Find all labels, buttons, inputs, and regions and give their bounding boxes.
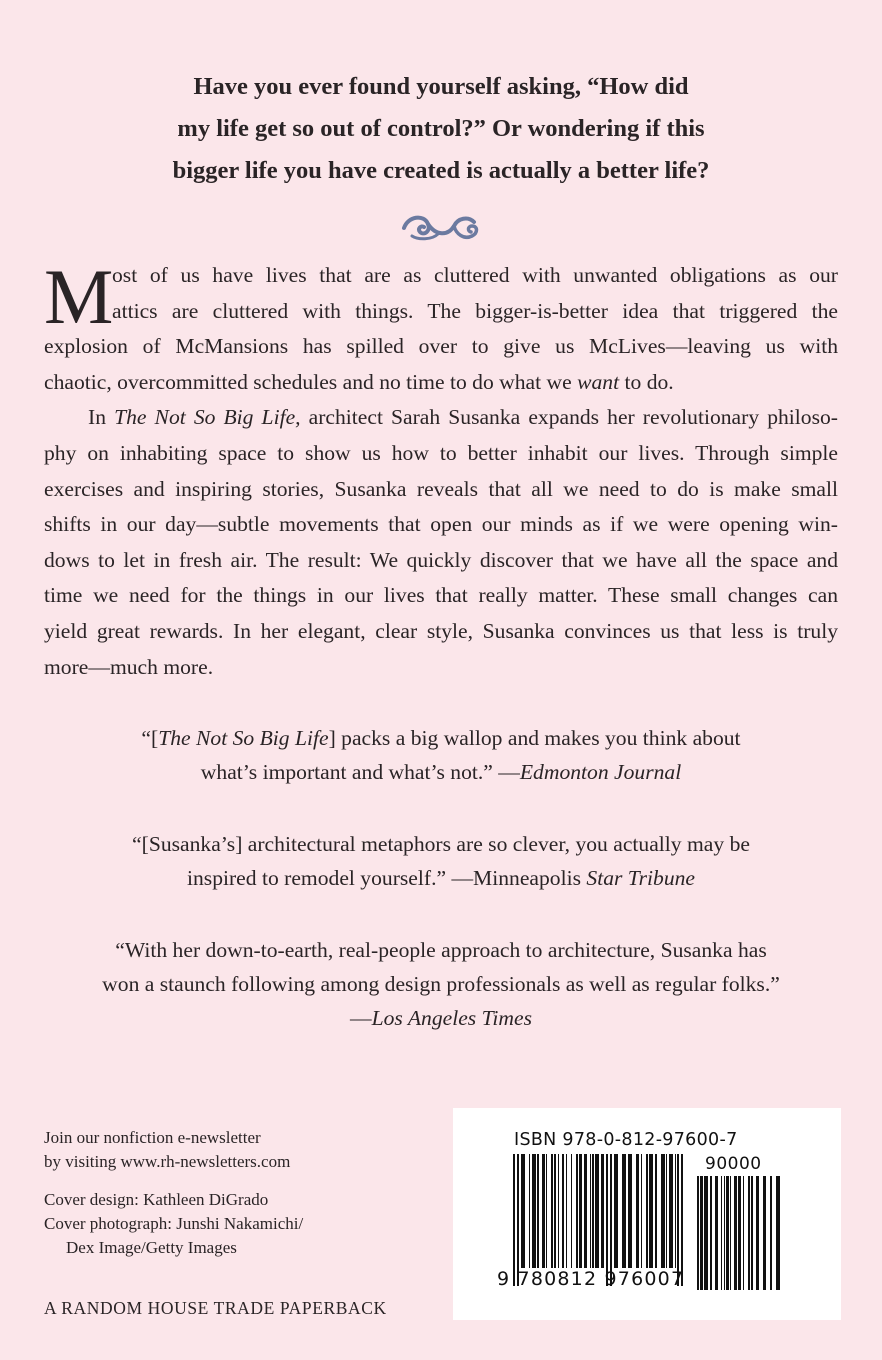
review-quote bbox=[44, 827, 838, 895]
quote-text: what’s important and what’s not.” — bbox=[200, 760, 520, 784]
book-title: The Not So Big Life, bbox=[114, 405, 301, 430]
quote-source: Edmonton Journal bbox=[519, 760, 682, 784]
headline-line: Have you ever found yourself asking, “How did bbox=[193, 73, 689, 100]
imprint: A RANDOM HOUSE TRADE PAPERBACK bbox=[44, 1298, 387, 1318]
body-line bbox=[44, 400, 838, 436]
quote-line bbox=[44, 861, 838, 895]
body-copy bbox=[44, 253, 838, 685]
body-line: ost of us have lives that are as cluttered with unwanted obligations as our bbox=[112, 263, 838, 287]
body-line bbox=[44, 365, 838, 401]
book-title: The Not So Big Life bbox=[158, 726, 329, 750]
cover-design-credit: Cover design: Kathleen DiGrado bbox=[44, 1190, 269, 1209]
quote-line bbox=[44, 755, 838, 789]
review-quote bbox=[44, 933, 838, 1035]
body-line: attics are cluttered with things. The bigger-is-better idea that triggered the bbox=[112, 298, 838, 323]
quote-text: “[ bbox=[141, 726, 159, 750]
quote-source: Star Tribune bbox=[586, 866, 695, 890]
quote-text: inspired to remodel yourself.” —Minneapolis bbox=[187, 866, 587, 890]
drop-cap: M bbox=[44, 253, 114, 340]
quote-line: won a staunch following among design professionals as well as regular folks.” bbox=[102, 972, 780, 996]
headline-line: my life get so out of control?” Or wondering if this bbox=[177, 115, 705, 142]
isbn-number: ISBN 978-0-812-97600-7 bbox=[514, 1130, 738, 1150]
body-text: to do. bbox=[619, 369, 674, 394]
barcode-digits: 9 780812 976007 bbox=[497, 1268, 685, 1290]
review-quote bbox=[44, 721, 838, 789]
newsletter-text: by visiting www.rh-newsletters.com bbox=[44, 1152, 291, 1171]
body-line: more—much more. bbox=[44, 654, 214, 679]
body-line: dows to let in fresh air. The result: We quickly discover that we have all the space and bbox=[44, 547, 838, 572]
body-line: explosion of McMansions has spilled over to give us McLives—leaving us with bbox=[44, 334, 838, 359]
headline bbox=[90, 66, 792, 192]
body-line: phy on inhabiting space to show us how to better inhabit our lives. Through simple bbox=[44, 440, 838, 465]
body-text: chaotic, overcommitted schedules and no time to do what we bbox=[44, 369, 578, 394]
quote-line: “[Susanka’s] architectural metaphors are so clever, you actually may be bbox=[132, 832, 750, 856]
body-text: architect Sarah Susanka expands her revolutionary philoso- bbox=[300, 405, 838, 430]
quote-line bbox=[44, 721, 838, 755]
quote-text: ] packs a big wallop and makes you think about bbox=[328, 726, 741, 750]
body-emphasis: want bbox=[577, 369, 620, 394]
quote-line: “With her down-to-earth, real-people approach to architecture, Susanka has bbox=[115, 938, 767, 962]
body-line: time we need for the things in our lives that really matter. These small changes can bbox=[44, 583, 838, 608]
quote-line bbox=[44, 1001, 838, 1035]
flourish-ornament-icon bbox=[398, 206, 484, 246]
price-code: 90000 bbox=[705, 1154, 762, 1174]
body-line: exercises and inspiring stories, Susanka reveals that all we need to do is make small bbox=[44, 476, 838, 501]
cover-photo-credit: Dex Image/Getty Images bbox=[66, 1238, 237, 1257]
body-line: shifts in our day—subtle movements that open our minds as if we were opening win- bbox=[44, 512, 838, 537]
body-text: In bbox=[88, 405, 115, 430]
quote-text: — bbox=[350, 1006, 372, 1030]
quote-source: Los Angeles Times bbox=[371, 1006, 532, 1030]
headline-line: bigger life you have created is actually a better life? bbox=[172, 157, 710, 184]
barcode-panel bbox=[453, 1108, 841, 1320]
body-line: yield great rewards. In her elegant, clear style, Susanka convinces us that less is truly bbox=[44, 618, 838, 643]
cover-photo-credit: Cover photograph: Junshi Nakamichi/ bbox=[44, 1214, 304, 1233]
newsletter-text: Join our nonfiction e-newsletter bbox=[44, 1128, 261, 1147]
credits bbox=[44, 1126, 303, 1260]
